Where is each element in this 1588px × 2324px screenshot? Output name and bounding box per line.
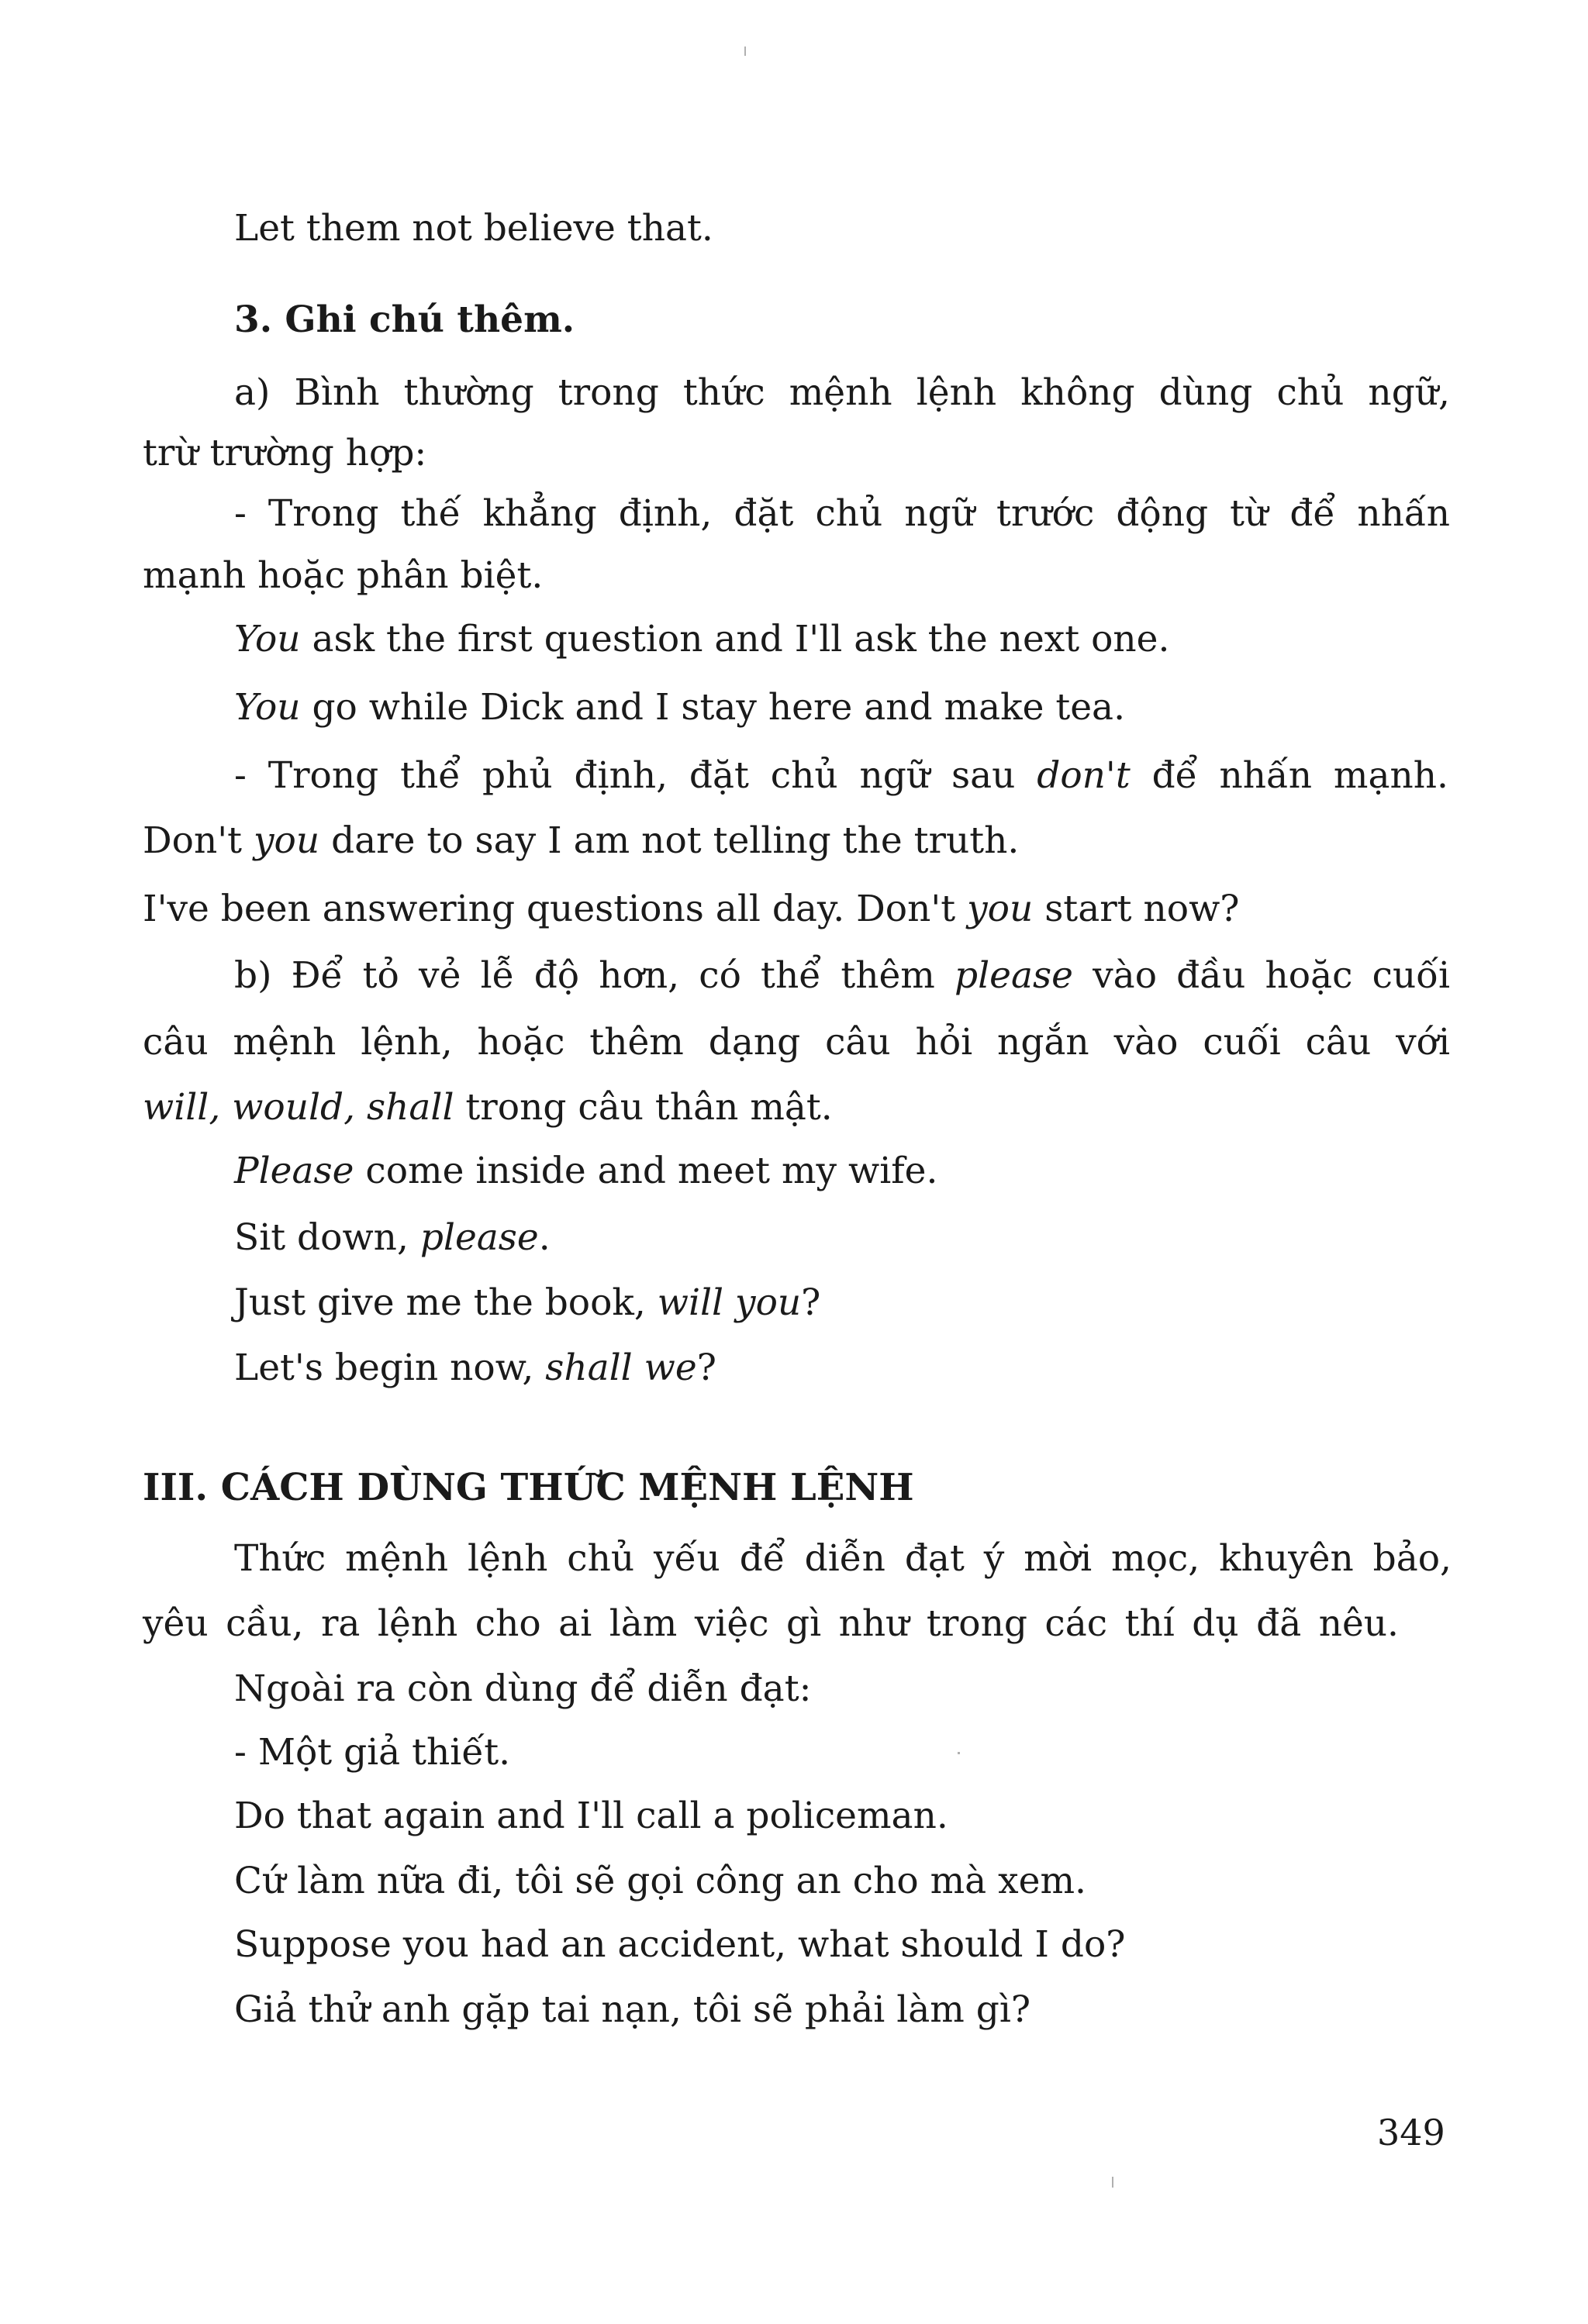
example-sentence: You go while Dick and I stay here and make tea. <box>234 686 1126 729</box>
emphasis: don't <box>1037 754 1131 797</box>
emphasis: please <box>419 1216 539 1259</box>
emphasis: shall we <box>545 1346 697 1389</box>
section-subheading: 3. Ghi chú thêm. <box>234 298 575 341</box>
scan-mark <box>958 1752 960 1754</box>
example-sentence: I've been answering questions all day. Don't you start now? <box>143 888 1240 930</box>
example-sentence: Giả thử anh gặp tai nạn, tôi sẽ phải làm gì? <box>234 1988 1031 2031</box>
emphasis: you <box>254 819 320 862</box>
paragraph-line: - Trong thế khẳng định, đặt chủ ngữ trước động từ để nhấn <box>234 492 1450 535</box>
emphasis: you <box>967 888 1034 930</box>
paragraph-line: trừ trường hợp: <box>143 432 427 474</box>
page-number: 349 <box>1377 2112 1445 2153</box>
emphasis: please <box>955 954 1073 997</box>
emphasis: You <box>234 686 301 729</box>
example-sentence: Sit down, please. <box>234 1216 551 1259</box>
paragraph-line: câu mệnh lệnh, hoặc thêm dạng câu hỏi ngắn vào cuối câu với <box>143 1021 1450 1064</box>
emphasis: You <box>234 618 301 660</box>
paragraph-line: a) Bình thường trong thức mệnh lệnh không dùng chủ ngữ, <box>234 371 1450 414</box>
emphasis: will you <box>657 1281 802 1324</box>
example-sentence: Cứ làm nữa đi, tôi sẽ gọi công an cho mà xem. <box>234 1860 1086 1902</box>
example-sentence: Please come inside and meet my wife. <box>234 1150 938 1192</box>
scan-mark <box>1112 2177 1113 2188</box>
paragraph-line: mạnh hoặc phân biệt. <box>143 554 544 597</box>
paragraph-line: b) Để tỏ vẻ lễ độ hơn, có thể thêm please vào đầu hoặc cuối <box>234 954 1451 997</box>
emphasis: Please <box>234 1150 354 1192</box>
example-sentence: You ask the first question and I'll ask the next one. <box>234 618 1170 660</box>
paragraph-line: - Một giả thiết. <box>234 1731 511 1774</box>
paragraph-line: Ngoài ra còn dùng để diễn đạt: <box>234 1667 812 1710</box>
example-sentence: Suppose you had an accident, what should I do? <box>234 1923 1126 1966</box>
example-sentence: Just give me the book, will you? <box>234 1281 821 1324</box>
example-sentence: Do that again and I'll call a policeman. <box>234 1795 948 1837</box>
example-sentence: Don't you dare to say I am not telling the truth. <box>143 819 1020 862</box>
paragraph-line: yêu cầu, ra lệnh cho ai làm việc gì như trong các thí dụ đã nêu. <box>143 1602 1399 1645</box>
section-heading: III. CÁCH DÙNG THỨC MỆNH LỆNH <box>143 1466 914 1509</box>
paragraph-line: - Trong thể phủ định, đặt chủ ngữ sau don't để nhấn mạnh. <box>234 754 1448 797</box>
text-line: Let them not believe that. <box>234 207 713 250</box>
scan-mark <box>744 47 746 56</box>
example-sentence: Let's begin now, shall we? <box>234 1346 716 1389</box>
paragraph-line: will, would, shall trong câu thân mật. <box>143 1086 833 1129</box>
emphasis: will, would, shall <box>143 1086 454 1129</box>
paragraph-line: Thức mệnh lệnh chủ yếu để diễn đạt ý mời mọc, khuyên bảo, <box>234 1537 1452 1580</box>
